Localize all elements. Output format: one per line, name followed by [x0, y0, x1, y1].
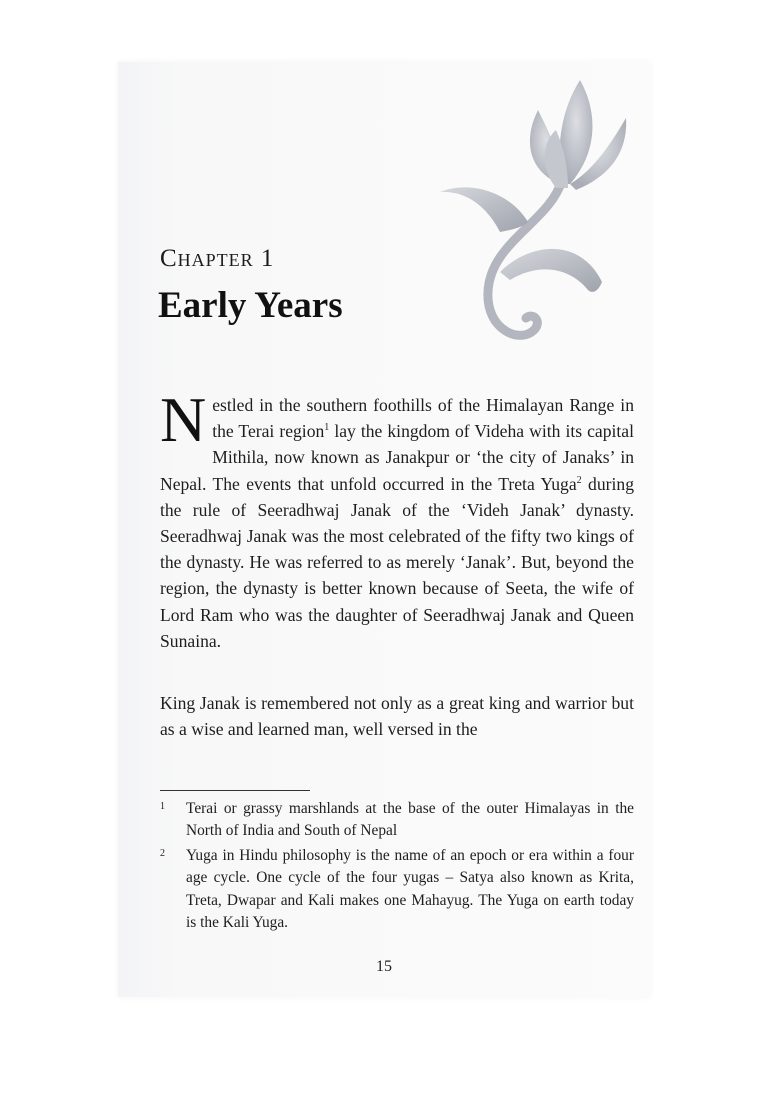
paragraph-1-text-a: estled in the southern foothills of the Himalayan Range in the Terai region	[212, 395, 634, 442]
chapter-title: Early Years	[158, 285, 343, 326]
page-number: 15	[376, 958, 392, 975]
paragraph-1	[160, 384, 634, 654]
drop-cap: N	[160, 384, 207, 455]
paragraph-1-text-b: lay the kingdom of Videha with its capital Mithila, now known as Janakpur or ‘the city of Janaks’ in Nepal. The events that unfold occurred in the Treta Yuga	[160, 421, 634, 494]
chapter-label: Chapter 1	[160, 245, 275, 272]
lotus-flower-icon	[430, 72, 630, 372]
paragraph-1-text-c: during the rule of Seeradhwaj Janak of the ‘Videh Janak’ dynasty. Seeradhwaj Janak was the most celebrated of the fifty two kings of the dynasty. He was referred to as merely ‘Janak’. But, beyond the region, the dynasty is better known because of Seeta, the wife of Lord Ram who was the daughter of Seeradhwaj Janak and Queen Sunaina.	[160, 473, 634, 651]
footnote-2	[160, 845, 634, 935]
footnote-divider	[160, 790, 310, 791]
footnote-number: 1	[160, 801, 165, 812]
footnote-text: Terai or grassy marshlands at the base of the outer Himalayas in the North of India and South of Nepal	[186, 800, 634, 840]
footnotes	[160, 798, 634, 936]
footnote-ref-1: 1	[324, 422, 330, 434]
footnote-text: Yuga in Hindu philosophy is the name of an epoch or era within a four age cycle. One cycle of the four yugas – Satya also known as Krita, Treta, Dwapar and Kali makes one Mahayug. The Yuga on earth today is the Kali Yuga.	[186, 846, 634, 932]
paragraph-2: King Janak is remembered not only as a great king and warrior but as a wise and learned man, well versed in the	[160, 693, 634, 740]
footnote-1	[160, 798, 634, 843]
footnote-number: 2	[160, 847, 165, 859]
footnote-ref-2: 2	[576, 474, 582, 486]
book-page	[118, 62, 650, 997]
